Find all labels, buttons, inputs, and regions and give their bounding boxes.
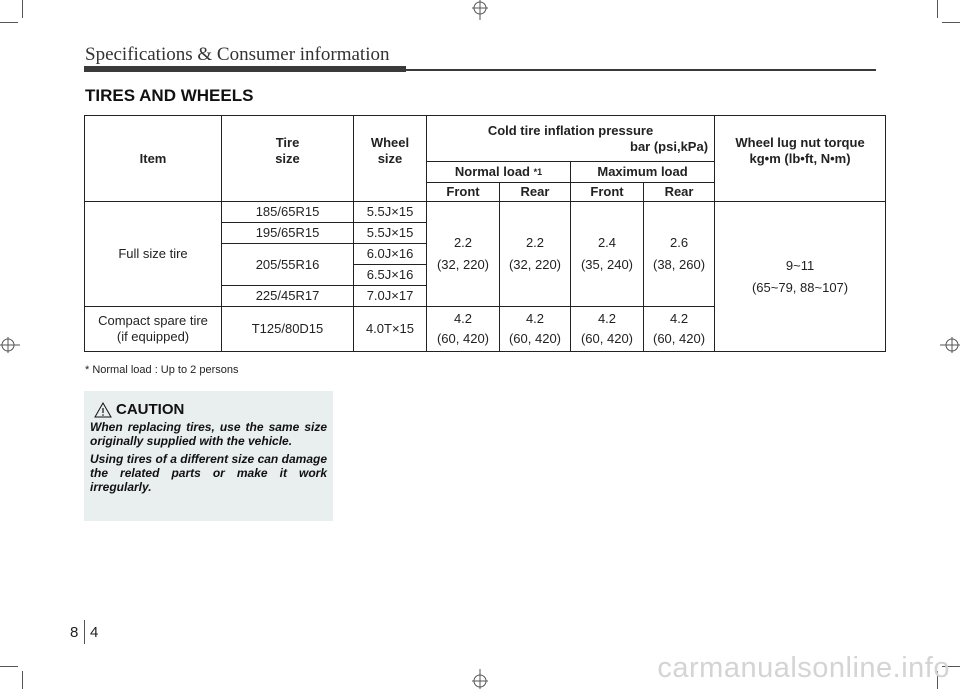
front-header: Front: [571, 183, 644, 202]
page-chapter: 8: [70, 624, 79, 641]
wheel-size-cell: 7.0J×17: [354, 286, 427, 307]
wheel-size-cell: 6.5J×16: [354, 265, 427, 286]
tire-size-cell: 225/45R17: [222, 286, 354, 307]
wheel-size-cell: 4.0T×15: [354, 307, 427, 352]
tire-size-cell: 205/55R16: [222, 244, 354, 286]
warning-triangle-icon: [94, 402, 112, 418]
caution-box: [84, 391, 333, 521]
pressure-header: Cold tire inflation pressure bar (psi,kPa): [427, 116, 715, 162]
page-number: 4: [90, 624, 99, 641]
tire-size-cell: 195/65R15: [222, 223, 354, 244]
section-header: Specifications & Consumer information: [85, 44, 390, 65]
caution-text: Using tires of a different size can damage the related parts or make it work irregularly.: [90, 452, 327, 494]
maximum-load-header: Maximum load: [571, 162, 715, 183]
footnote: * Normal load : Up to 2 persons: [85, 364, 239, 376]
pressure-cell: 4.2 (60, 420): [427, 307, 500, 352]
tire-size-cell: T125/80D15: [222, 307, 354, 352]
pressure-cell: 2.2 (32, 220): [500, 202, 571, 307]
pressure-cell: 2.4 (35, 240): [571, 202, 644, 307]
caution-text: When replacing tires, use the same size originally supplied with the vehicle.: [90, 420, 327, 448]
registration-mark-icon: [469, 667, 491, 689]
rear-header: Rear: [644, 183, 715, 202]
page-number-divider: [84, 620, 85, 644]
registration-mark-icon: [938, 334, 960, 356]
header-rule: [84, 66, 406, 72]
wheel-size-header: Wheel size: [354, 116, 427, 202]
watermark: carmanualsonline.info: [657, 652, 950, 684]
pressure-cell: 2.6 (38, 260): [644, 202, 715, 307]
crop-mark: [937, 0, 938, 18]
crop-mark: [22, 671, 23, 689]
tires-wheels-table: [84, 115, 886, 352]
registration-mark-icon: [0, 334, 22, 356]
pressure-cell: 4.2 (60, 420): [571, 307, 644, 352]
crop-mark: [0, 666, 18, 667]
caution-title: CAUTION: [116, 401, 185, 418]
registration-mark-icon: [469, 0, 491, 22]
front-header: Front: [427, 183, 500, 202]
crop-mark: [0, 22, 18, 23]
torque-cell: 9~11 (65~79, 88~107): [715, 202, 886, 352]
wheel-size-cell: 6.0J×16: [354, 244, 427, 265]
caution-header: [94, 401, 327, 418]
normal-load-header: Normal load $^{*1}$: [427, 162, 571, 183]
header-rule: [406, 69, 876, 71]
pressure-cell: 4.2 (60, 420): [500, 307, 571, 352]
torque-header: Wheel lug nut torque kg•m (lb•ft, N•m): [715, 116, 886, 202]
item-header: Item: [85, 116, 222, 202]
wheel-size-cell: 5.5J×15: [354, 223, 427, 244]
crop-mark: [942, 22, 960, 23]
page-title: TIRES AND WHEELS: [85, 86, 254, 105]
wheel-size-cell: 5.5J×15: [354, 202, 427, 223]
pressure-cell: 2.2 (32, 220): [427, 202, 500, 307]
pressure-cell: 4.2 (60, 420): [644, 307, 715, 352]
rear-header: Rear: [500, 183, 571, 202]
compact-spare-label: Compact spare tire (if equipped): [85, 307, 222, 352]
crop-mark: [22, 0, 23, 18]
full-size-label: Full size tire: [85, 202, 222, 307]
tire-size-header: Tire size: [222, 116, 354, 202]
tire-size-cell: 185/65R15: [222, 202, 354, 223]
